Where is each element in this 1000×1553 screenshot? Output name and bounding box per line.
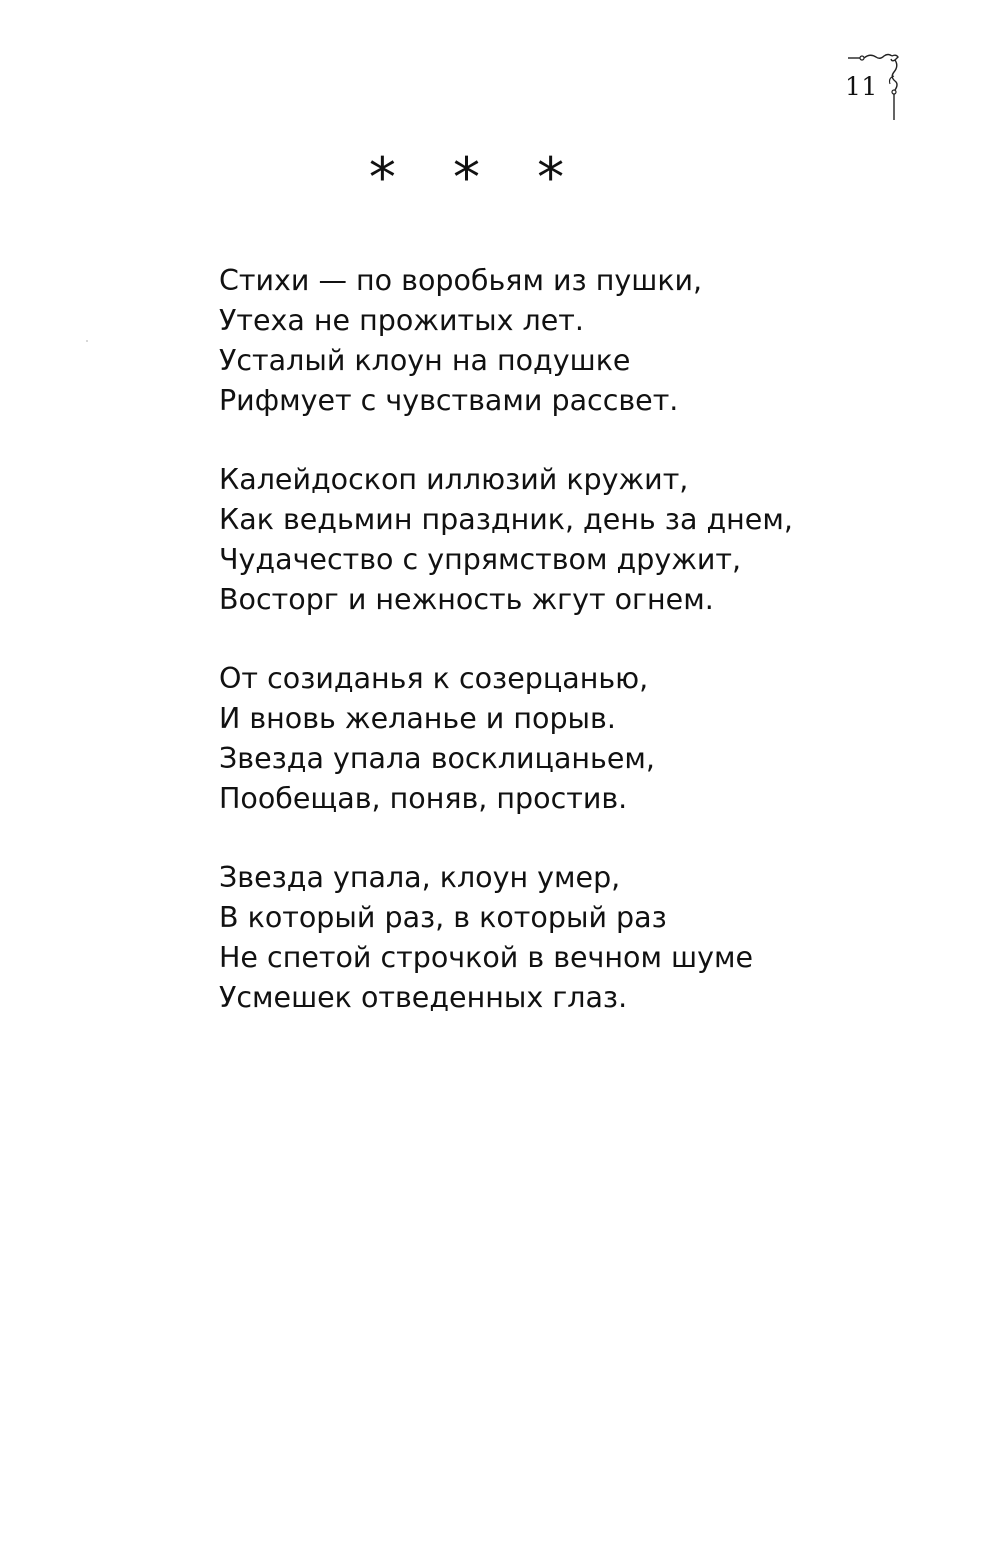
scan-speck [86,340,88,342]
poem-line: От созиданья к созерцанью, [219,662,649,695]
poem-line: Калейдоскоп иллюзий кружит, [219,463,689,496]
poem-line: Утеха не прожитых лет. [219,304,584,337]
poem-line: Пообещав, поняв, простив. [219,782,628,815]
poem-line: Звезда упала восклицаньем, [219,742,655,775]
poem-line: Рифмует с чувствами рассвет. [219,384,679,417]
poem-line: Звезда упала, клоун умер, [219,861,621,894]
poem-line: И вновь желанье и порыв. [219,702,616,735]
stanza [219,858,939,1018]
poem-line: Стихи — по воробьям из пушки, [219,264,703,297]
stanza [219,659,939,819]
stanza [219,261,939,421]
poem [219,261,939,1057]
poem-line: Усталый клоун на подушке [219,344,631,377]
stanza [219,460,939,620]
poem-line: Чудачество с упрямством дружит, [219,543,742,576]
poem-line: Как ведьмин праздник, день за днем, [219,503,793,536]
page-number: 11 [845,72,878,101]
poem-line: Восторг и нежность жгут огнем. [219,583,714,616]
poem-line: Усмешек отведенных глаз. [219,981,628,1014]
poem-line: В который раз, в который раз [219,901,667,934]
poem-line: Не спетой строчкой в вечном шуме [219,941,753,974]
section-separator: * * * [368,146,585,209]
